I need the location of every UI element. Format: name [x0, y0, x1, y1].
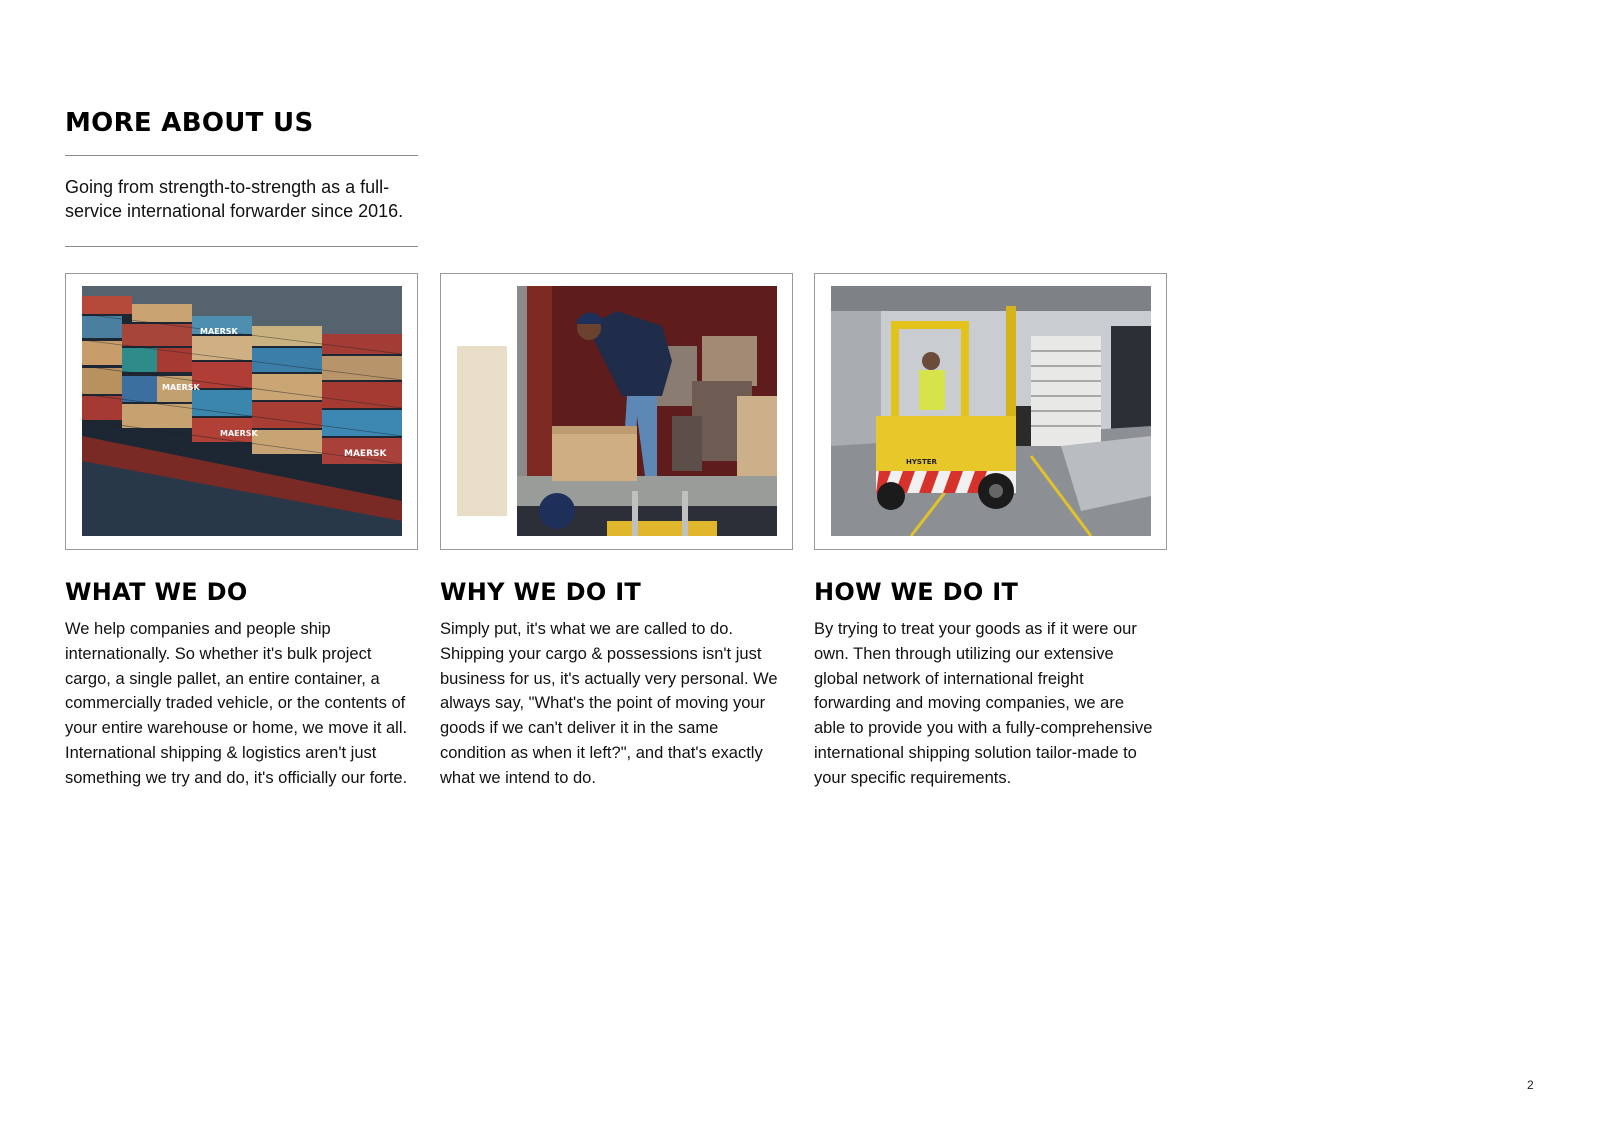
page-subtitle: Going from strength-to-strength as a full-service international forwarder since 2016. — [65, 177, 404, 221]
how-we-do-it-heading: HOW WE DO IT — [814, 578, 1019, 606]
why-we-do-it-text: Simply put, it's what we are called to do. Shipping your cargo & possessions isn't just business for us, it's actually very personal. We always say, "What's the point of moving your goods if we can't deliver it in the same condition as when it left?", and that's exactly what we intend to do. — [440, 620, 778, 787]
image-frame-what-we-do — [65, 273, 418, 550]
image-frame-how-we-do-it — [814, 273, 1167, 550]
ship-brand-label-2: MAERSK — [162, 383, 200, 392]
forklift-warehouse-image — [831, 286, 1151, 536]
divider-bottom — [65, 246, 418, 247]
ship-brand-label-4: MAERSK — [344, 449, 387, 459]
forklift-brand-label: HYSTER — [906, 458, 937, 466]
why-we-do-it-heading: WHY WE DO IT — [440, 578, 642, 606]
what-we-do-heading: WHAT WE DO — [65, 578, 248, 606]
divider-top — [65, 155, 418, 156]
page-number: 2 — [1527, 1078, 1534, 1092]
page-title: MORE ABOUT US — [65, 108, 314, 138]
ship-brand-label-1: MAERSK — [200, 327, 238, 336]
what-we-do-text: We help companies and people ship internationally. So whether it's bulk project cargo, a single pallet, an entire container, a commercially traded vehicle, or the contents of your entire warehouse or home, we move it all. International shipping & logistics aren't just something we try and do, it's officially our forte. — [65, 620, 408, 787]
worker-loading-truck-image — [457, 286, 777, 536]
how-we-do-it-text: By trying to treat your goods as if it were our own. Then through utilizing our extensive global network of international freight forwarding and moving companies, we are able to provide you with a fully-comprehensive international shipping solution tailor-made to your specific requirements. — [814, 620, 1153, 787]
ship-brand-label-3: MAERSK — [220, 429, 258, 438]
image-frame-why-we-do-it — [440, 273, 793, 550]
cargo-ship-containers-image — [82, 286, 402, 536]
